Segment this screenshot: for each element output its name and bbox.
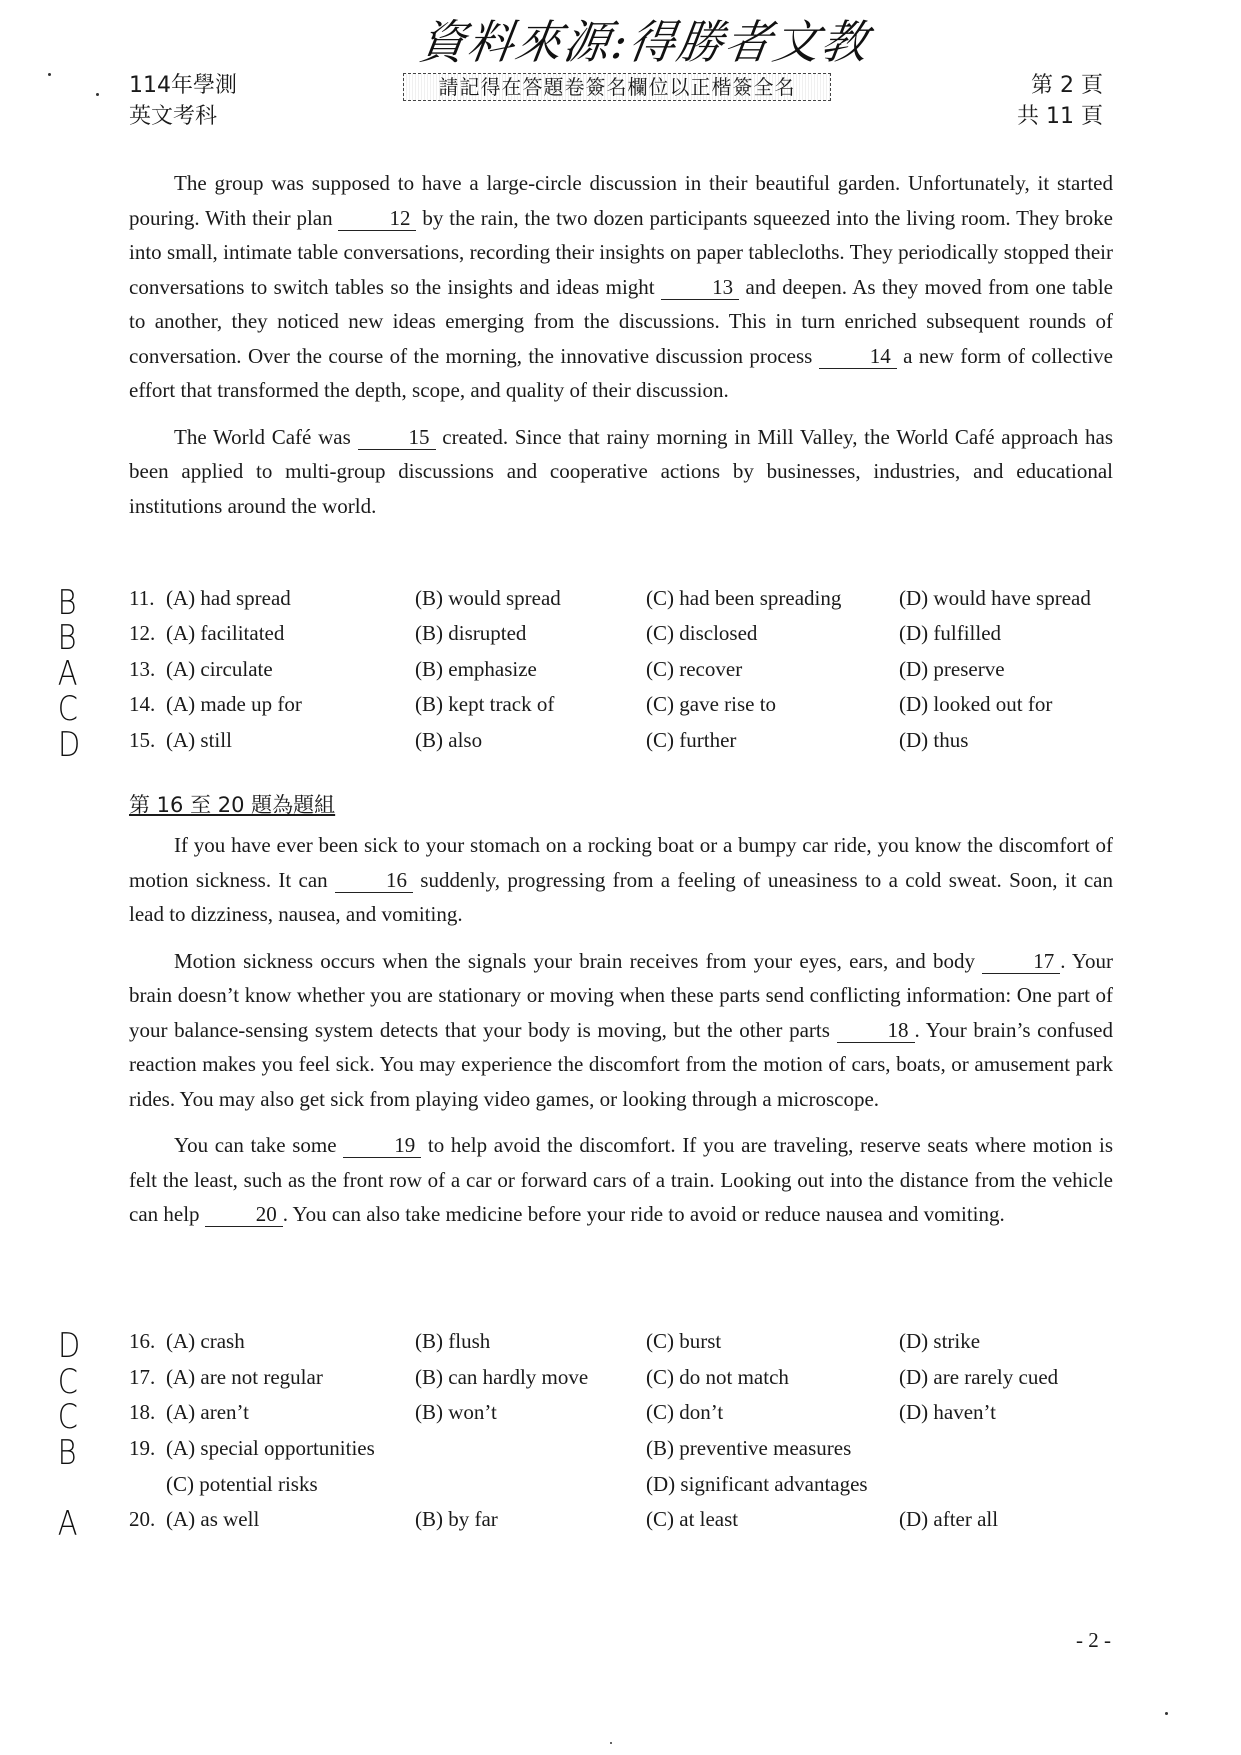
passage-paragraph: Motion sickness occurs when the signals your brain receives from your eyes, ears, and body 17 . Your brain doesn’t know whether you are stationary or moving when these parts send conflicting information: One part of your balance-sensing system detects that your body is moving, but the other parts 18 . Your brain’s confused reaction makes you feel sick. You may experience the discomfort from the motion of cars, boats, or amusement park rides. You may also get sick from playing video games, or looking through a microscope. [129,948,1113,1111]
handwritten-answer: D [57,725,81,765]
question-row [0,1433,1241,1473]
option-a: (A) aren’t [166,1400,249,1424]
option-d: (D) thus [899,728,969,752]
handwritten-answer: C [57,689,78,729]
blank-15: 15 [358,425,436,450]
option-c: (C) had been spreading [646,586,842,610]
scan-speck [610,1742,612,1744]
option-a: (A) are not regular [166,1365,323,1389]
passage-paragraph: The World Café was 15 created. Since that rainy morning in Mill Valley, the World Café approach has been applied to multi-group discussions and cooperative actions by businesses, industries, and educational institutions around the world. [129,424,1113,518]
blank-18: 18 [837,1018,915,1043]
question-row [0,618,1241,658]
option-c: (C) further [646,728,737,752]
option-d: (D) after all [899,1507,999,1531]
exam-year: 114年學測 [129,73,237,98]
option-d: (D) haven’t [899,1400,996,1424]
option-d: (D) looked out for [899,692,1053,716]
scan-speck [1165,1712,1168,1715]
option-d: (D) preserve [899,657,1005,681]
option-c: (C) gave rise to [646,692,777,716]
option-b: (B) won’t [415,1400,497,1424]
question-number: 16. [129,1329,156,1353]
option-c: (C) don’t [646,1400,724,1424]
option-b: (B) can hardly move [415,1365,589,1389]
question-number: 14. [129,692,156,716]
blank-19: 19 [343,1133,421,1158]
option-b: (B) flush [415,1329,491,1353]
question-number: 18. [129,1400,156,1424]
exam-subject: 英文考科 [129,104,218,129]
option-a: (A) crash [166,1329,245,1353]
cloze-passage-1 [129,166,1113,523]
question-group-title: 第 16 至 20 題為題組 [129,793,336,817]
option-a: (A) still [166,728,232,752]
handwritten-answer: C [57,1362,78,1402]
option-b: (B) by far [415,1507,498,1531]
question-number: 20. [129,1507,156,1531]
blank-16: 16 [335,868,413,893]
question-row-continued [0,1472,1241,1507]
question-row [0,1504,1241,1544]
option-d: (D) are rarely cued [899,1365,1059,1389]
handwritten-answer: B [57,583,77,623]
signature-reminder-banner: 請記得在答題卷簽名欄位以正楷簽全名 [403,73,831,101]
question-number: 13. [129,657,156,681]
blank-13: 13 [661,275,739,300]
question-number: 12. [129,621,156,645]
option-c: (C) do not match [646,1365,789,1389]
passage-paragraph: The group was supposed to have a large-circle discussion in their beautiful garden. Unfortunately, it started pouring. With their plan 12 by the rain, the two dozen participants squeezed into the living room. They broke into small, intimate table conversations, recording their insights on paper tablecloths. They periodically stopped their conversations to switch tables so the insights and ideas might 13 and deepen. As they moved from one table to another, they noticed new ideas emerging from the discussions. This in turn enriched subsequent rounds of conversation. Over the course of the morning, the innovative discussion process 14 a new form of collective effort that transformed the depth, scope, and quality of their discussion. [129,171,1113,402]
option-a: (A) circulate [166,657,273,681]
question-row [0,689,1241,729]
option-b: (B) would spread [415,586,561,610]
option-a: (A) as well [166,1507,260,1531]
page-number: - 2 - [1076,1628,1111,1652]
option-b: (B) disrupted [415,621,527,645]
question-row [0,1397,1241,1437]
question-row [0,654,1241,694]
handwritten-answer: A [57,1504,78,1544]
question-row [0,1326,1241,1366]
total-pages-label: 共 11 頁 [1017,104,1103,129]
option-b: (B) also [415,728,483,752]
option-c: (C) at least [646,1507,739,1531]
scan-speck [96,93,99,96]
handwritten-answer: C [57,1397,78,1437]
option-a: (A) had spread [166,586,291,610]
option-a: (A) made up for [166,692,302,716]
option-a: (A) facilitated [166,621,285,645]
option-d: (D) significant advantages [646,1472,868,1496]
option-d: (D) strike [899,1329,981,1353]
question-number: 15. [129,728,156,752]
option-d: (D) would have spread [899,586,1091,610]
option-b: (B) emphasize [415,657,537,681]
blank-14: 14 [819,344,897,369]
option-c: (C) disclosed [646,621,758,645]
question-row [0,725,1241,765]
option-b: (B) kept track of [415,692,555,716]
scan-speck [48,73,51,76]
option-c: (C) recover [646,657,743,681]
option-b: (B) preventive measures [646,1436,852,1460]
question-number: 19. [129,1436,156,1460]
cloze-passage-2 [129,828,1113,1232]
blank-17: 17 [982,949,1060,974]
handwritten-answer: D [57,1326,81,1366]
exam-header [129,70,237,132]
page-label: 第 2 頁 [1031,73,1103,98]
passage-paragraph: If you have ever been sick to your stomach on a rocking boat or a bumpy car ride, you know the discomfort of motion sickness. It can 16 suddenly, progressing from a feeling of uneasiness to a cold sweat. Soon, it can lead to dizziness, nausea, and vomiting. [129,833,1113,926]
question-row [0,583,1241,623]
question-number: 17. [129,1365,156,1389]
blank-12: 12 [338,206,416,231]
question-number: 11. [129,586,155,610]
handwritten-answer: B [57,1433,77,1473]
handwritten-answer: B [57,618,77,658]
option-d: (D) fulfilled [899,621,1002,645]
handwritten-answer: A [57,654,78,694]
option-a: (A) special opportunities [166,1436,375,1460]
question-row [0,1362,1241,1402]
source-handwriting: 資料來源:得勝者文教 [415,15,873,69]
option-c: (C) burst [646,1329,722,1353]
option-c: (C) potential risks [166,1472,318,1496]
blank-20: 20 [205,1202,283,1227]
page-indicator [1017,70,1103,132]
passage-paragraph: You can take some 19 to help avoid the discomfort. If you are traveling, reserve seats where motion is felt the least, such as the front row of a car or forward cars of a train. Looking out into the distance from the vehicle can help 20 . You can also take medicine before your ride to avoid or reduce nausea and vomiting. [129,1133,1113,1226]
